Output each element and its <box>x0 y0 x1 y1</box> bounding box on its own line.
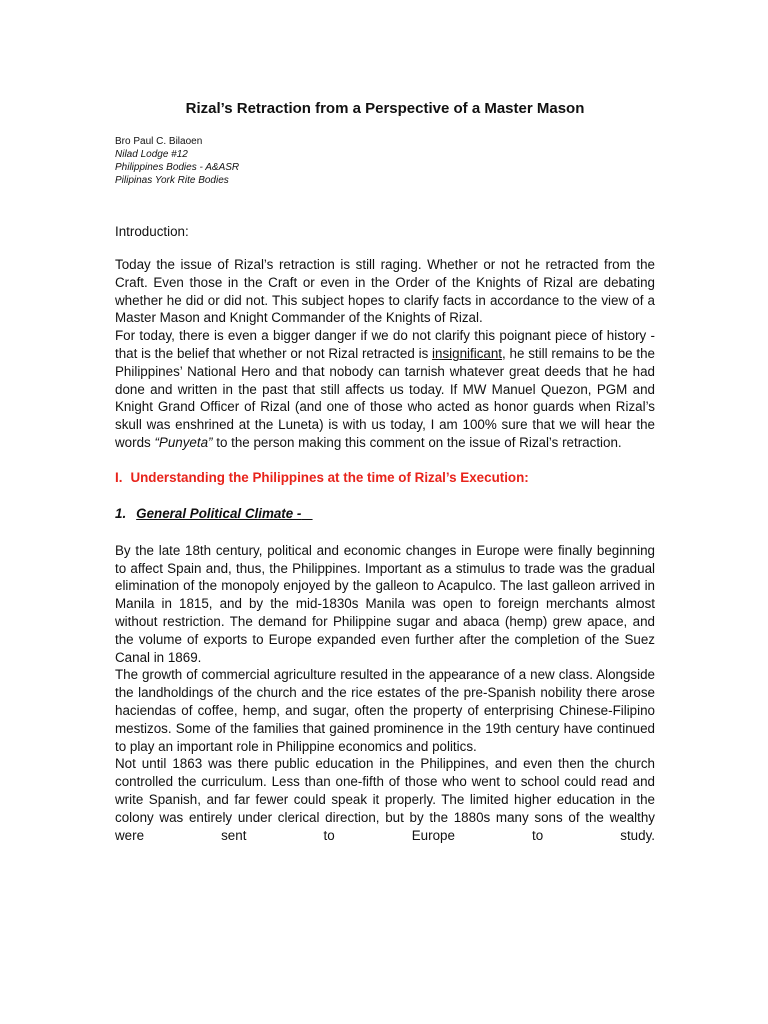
section-heading-1 <box>115 470 655 485</box>
author-block <box>115 135 655 187</box>
author-affiliation-aasr: Philippines Bodies - A&ASR <box>115 162 240 173</box>
body-paragraph-agriculture: The growth of commercial agriculture resulted in the appearance of a new class. Alongside the landholdings of the church and the rice estates of the pre-Spanish nobility there arose haciendas of coffee, hemp, and sugar, often the property of enterprising Chinese-Filipino mestizos. Some of the families that gained prominence in the 19th century have continued to play an important role in Philippine economics and politics. <box>115 667 655 754</box>
insignificant-emphasis: insignificant <box>432 345 503 361</box>
body-paragraph-education: Not until 1863 was there public education in the Philippines, and even then the church controlled the curriculum. Less than one-fifth of those who went to school could read and write Spanish, and far fewer could speak it properly. The limited higher education in the colony was entirely under clerical direction, but by the 1880s many sons of the wealthy were sent to Europe to study. <box>115 756 655 843</box>
intro-paragraph-2-part2: , he still remains to be the Philippines’ National Hero and that nobody can tarnish whatever great deeds that he had done and written in the past that still affects us today. If MW Manuel Quezon, PGM and Knight Grand Officer of Rizal (and one of those who acted as honor guards when Rizal’s skull was enshrined at the Luneta) is with us today, I am 100% sure that we will hear the words <box>115 345 655 450</box>
body-paragraph-economy: By the late 18th century, political and economic changes in Europe were finally beginning to affect Spain and, thus, the Philippines. Important as a stimulus to trade was the gradual elimination of the monopoly enjoyed by the galleon to Acapulco. The last galleon arrived in Manila in 1815, and by the mid-1830s Manila was open to foreign merchants almost without restriction. The demand for Philippine sugar and abaca (hemp) grew apace, and the volume of exports to Europe expanded even further after the completion of the Suez Canal in 1869. <box>115 542 655 665</box>
intro-paragraph-2 <box>115 327 655 452</box>
intro-paragraph-1: Today the issue of Rizal’s retraction is still raging. Whether or not he retracted from the Craft. Even those in the Craft or even in the Order of the Knights of Rizal are debating whether he did or did not. This subject hopes to clarify facts in accordance to the view of a Master Mason and Knight Commander of the Knights of Rizal. <box>115 257 655 326</box>
intro-paragraph-2-part1: For today, there is even a bigger danger if we do not clarify this poignant piece of history - that is the belief that whether or not Rizal retracted is <box>115 328 655 361</box>
author-name: Bro Paul C. Bilaoen <box>115 136 203 147</box>
intro-paragraph-2-part3: to the person making this comment on the issue of Rizal’s retraction. <box>212 434 622 450</box>
author-affiliation-york-rite: Pilipinas York Rite Bodies <box>115 175 229 186</box>
section-title: Understanding the Philippines at the time of Rizal’s Execution: <box>130 469 529 485</box>
introduction-heading: Introduction: <box>115 224 189 239</box>
subsection-heading-1 <box>115 506 655 521</box>
punyeta-emphasis: “Punyeta” <box>154 434 213 450</box>
subsection-title: General Political Climate - <box>136 505 302 521</box>
section-number: I. <box>115 469 123 485</box>
author-affiliation-lodge: Nilad Lodge #12 <box>115 149 188 160</box>
subsection-trailing-underline <box>301 506 312 521</box>
document-title: Rizal’s Retraction from a Perspective of a Master Mason <box>185 100 585 117</box>
subsection-number: 1. <box>115 505 127 521</box>
